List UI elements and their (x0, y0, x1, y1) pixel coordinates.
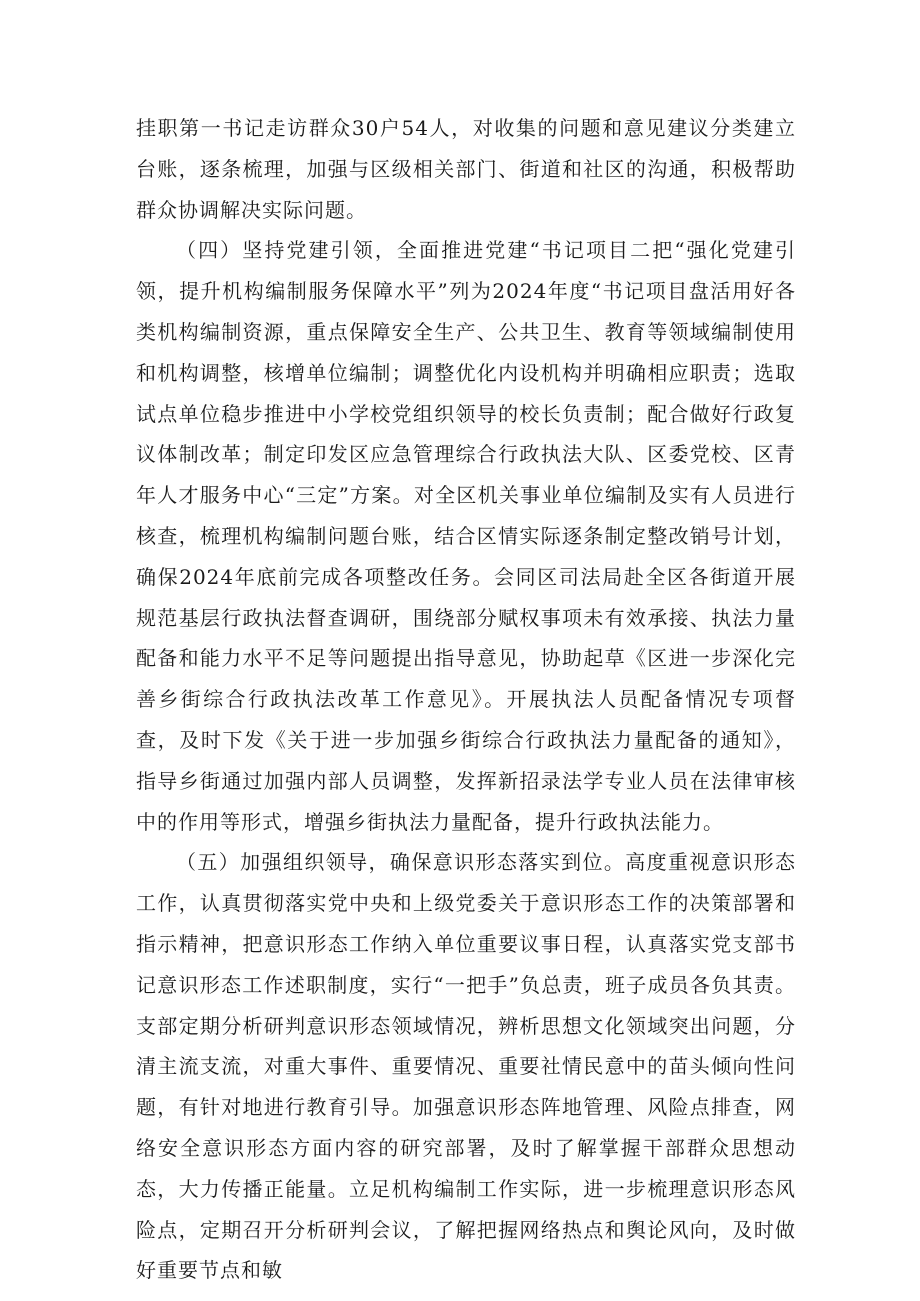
paragraph-section-four: （四）坚持党建引领，全面推进党建“书记项目二把“强化党建引领，提升机构编制服务保障水平”列为2024年度“书记项目盘活用好各类机构编制资源，重点保障安全生产、公共卫生、教育等领域编制使用和机构调整，核增单位编制；调整优化内设机构并明确相应职责；选取试点单位稳步推进中小学校党组织领导的校长负责制；配合做好行政复议体制改革；制定印发区应急管理综合行政执法大队、区委党校、区青年人才服务中心“三定”方案。对全区机关事业单位编制及实有人员进行核查，梳理机构编制问题台账，结合区情实际逐条制定整改销号计划，确保2024年底前完成各项整改任务。会同区司法局赴全区各街道开展规范基层行政执法督查调研，围绕部分赋权事项未有效承接、执法力量配备和能力水平不足等问题提出指导意见，协助起草《区进一步深化完善乡街综合行政执法改革工作意见》。开展执法人员配备情况专项督查，及时下发《关于进一步加强乡街综合行政执法力量配备的通知》，指导乡街通过加强内部人员调整，发挥新招录法学专业人员在法律审核中的作用等形式，增强乡街执法力量配备，提升行政执法能力。 (136, 238, 796, 834)
paragraph-continued: 挂职第一书记走访群众30户54人，对收集的问题和意见建议分类建立台账，逐条梳理，加强与区级相关部门、街道和社区的沟通，积极帮助群众协调解决实际问题。 (136, 116, 796, 222)
paragraph-section-five: （五）加强组织领导，确保意识形态落实到位。高度重视意识形态工作，认真贯彻落实党中央和上级党委关于意识形态工作的决策部署和指示精神，把意识形态工作纳入单位重要议事日程，认真落实党支部书记意识形态工作述职制度，实行“一把手”负总责，班子成员各负其责。支部定期分析研判意识形态领域情况，辨析思想文化领域突出问题，分清主流支流，对重大事件、重要情况、重要社情民意中的苗头倾向性问题，有针对地进行教育引导。加强意识形态阵地管理、风险点排查，网络安全意识形态方面内容的研究部署，及时了解掌握干部群众思想动态，大力传播正能量。立足机构编制工作实际，进一步梳理意识形态风险点，定期召开分析研判会议，了解把握网络热点和舆论风向，及时做好重要节点和敏 (136, 850, 796, 1283)
document-body (136, 108, 796, 1291)
